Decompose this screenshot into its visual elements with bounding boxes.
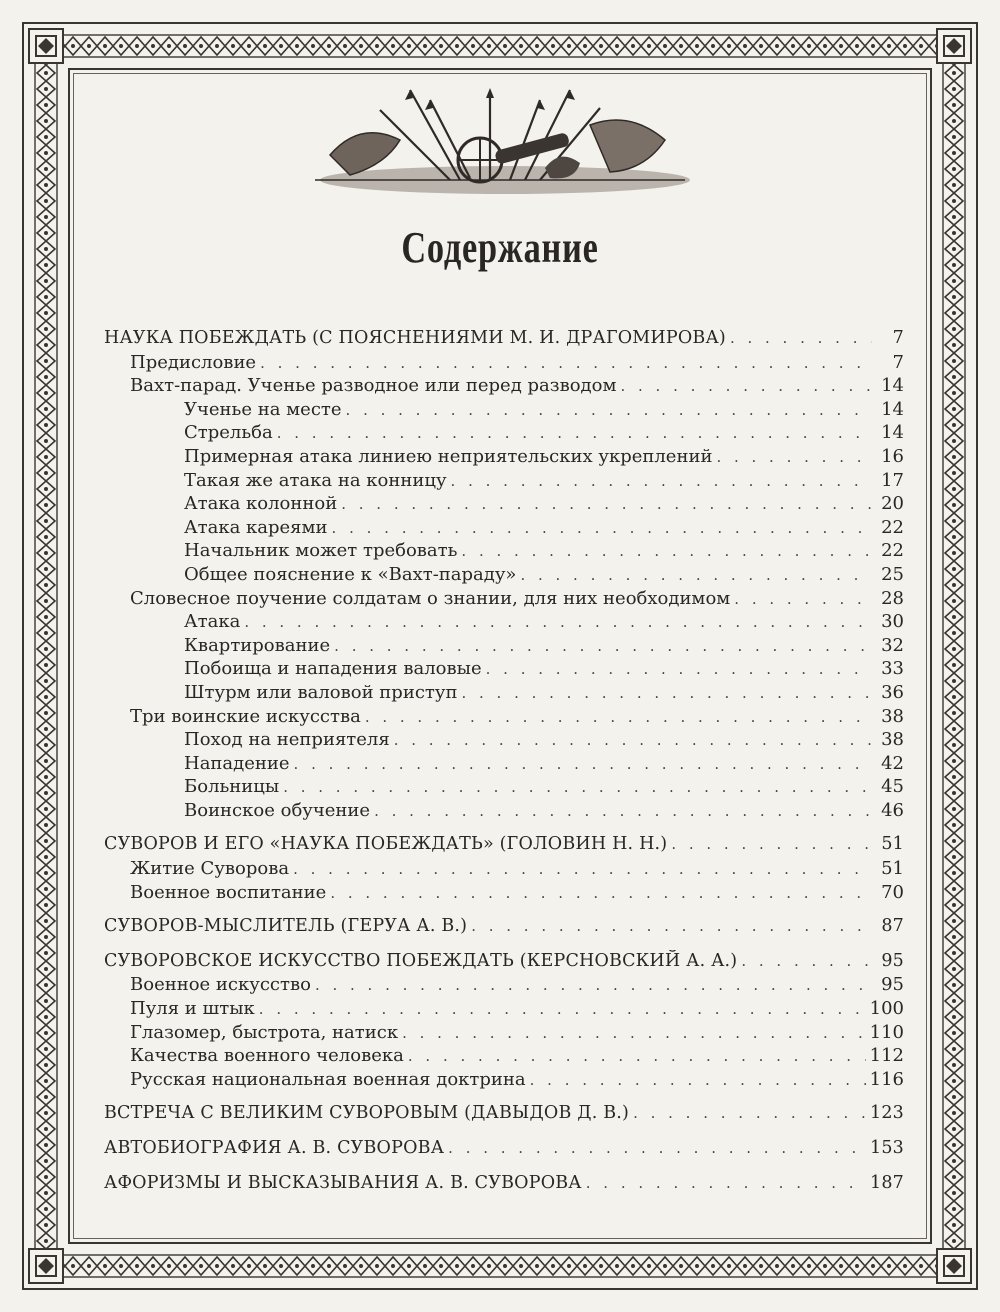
toc-entry [104,915,904,939]
toc-page-number: 25 [881,563,904,585]
toc-page-number: 30 [881,611,904,633]
toc-entry-title: Штурм или валовой приступ [184,681,458,703]
toc-page-number: 14 [881,398,904,420]
toc-leader-dots [716,446,872,469]
ornament-band-left [33,33,59,1279]
toc-entry [104,634,904,658]
toc-page-number: 20 [881,493,904,515]
toc-leader-dots [486,658,872,681]
toc-entry-title: Стрельба [184,422,273,444]
toc-page-number: 22 [881,540,904,562]
toc-entry-title: Глазомер, быстрота, натиск [130,1021,399,1043]
toc-entry-title: Общее пояснение к «Вахт-параду» [184,563,517,585]
toc-leader-dots [293,858,872,881]
toc-entry-title: Качества военного человека [130,1045,404,1067]
toc-page-number: 22 [881,516,904,538]
corner-ornament-icon [28,1248,64,1284]
toc-leader-dots [277,422,872,445]
toc-entry-title: Военное искусство [130,974,311,996]
toc-page-number: 95 [881,974,904,996]
toc-page-number: 16 [881,445,904,467]
toc-entry [104,469,904,493]
toc-page-number: 123 [869,1103,904,1124]
toc-leader-dots [730,327,872,351]
toc-leader-dots [408,1045,866,1068]
toc-page-number: 112 [869,1045,904,1067]
toc-leader-dots [734,588,872,611]
toc-entry [104,351,904,375]
toc-leader-dots [315,974,872,997]
toc-entry [104,327,904,351]
military-trophy-vignette-icon [290,80,710,200]
toc-page-number: 45 [881,776,904,798]
toc-page-number: 116 [869,1068,904,1090]
toc-leader-dots [374,800,872,823]
toc-entry [104,681,904,705]
toc-page-number: 32 [881,634,904,656]
toc-entry [104,398,904,422]
toc-page-number: 51 [881,834,904,855]
toc-entry [104,374,904,398]
toc-entry-title: Три воинские искусства [130,705,361,727]
toc-entry [104,775,904,799]
page-title: Содержание [401,223,599,272]
toc-page-number: 38 [881,705,904,727]
toc-entry-title: Вахт-парад. Ученье разводное или перед разводом [130,375,617,397]
toc-page-number: 33 [881,658,904,680]
toc-entry-title: Побоища и нападения валовые [184,658,482,680]
toc-entry [104,1137,904,1161]
toc-entry [104,1102,904,1126]
toc-entry-title: СУВОРОВ-МЫСЛИТЕЛЬ (ГЕРУА А. В.) [104,916,468,937]
toc-entry [104,657,904,681]
toc-leader-dots [283,776,872,799]
toc-page-number: 187 [869,1172,904,1193]
toc-entry-title: Атака кареями [184,516,328,538]
ornament-band-bottom [33,1253,967,1279]
toc-page-number: 46 [881,799,904,821]
toc-entry-title: ВСТРЕЧА С ВЕЛИКИМ СУВОРОВЫМ (ДАВЫДОВ Д. В.) [104,1103,630,1124]
corner-ornament-icon [936,28,972,64]
toc-page-number: 95 [881,950,904,971]
toc-entry [104,492,904,516]
toc-entry [104,539,904,563]
ornament-band-top [33,33,967,59]
toc-leader-dots [461,682,872,705]
toc-page-number: 14 [881,375,904,397]
toc-entry [104,752,904,776]
toc-leader-dots [346,399,872,422]
toc-page-number: 153 [869,1138,904,1158]
toc-entry-title: Начальник может требовать [184,540,458,562]
toc-entry [104,1068,904,1092]
corner-ornament-icon [28,28,64,64]
toc-entry-title: Русская национальная военная доктрина [130,1068,526,1090]
toc-entry [104,421,904,445]
toc-leader-dots [365,706,872,729]
toc-entry-title: СУВОРОВСКОЕ ИСКУССТВО ПОБЕЖДАТЬ (КЕРСНОВСКИЙ А. А.) [104,950,738,971]
toc-page-number: 100 [869,998,904,1020]
toc-leader-dots [334,635,872,658]
toc-entry [104,610,904,634]
toc-entry-title: Предисловие [130,351,257,373]
toc-entry-title: СУВОРОВ И ЕГО «НАУКА ПОБЕЖДАТЬ» (ГОЛОВИН Н. Н.) [104,834,668,855]
toc-leader-dots [448,1137,866,1161]
toc-entry [104,799,904,823]
toc-page-number: 87 [881,916,904,937]
toc-entry [104,516,904,540]
toc-entry-title: АВТОБИОГРАФИЯ А. В. СУВОРОВА [104,1138,445,1158]
toc-entry [104,445,904,469]
toc-entry-title: Примерная атака линиею неприятельских укреплений [184,445,713,467]
toc-entry-title: Житие Суворова [130,858,290,880]
toc-entry-title: Атака [184,611,241,633]
toc-entry-title: Военное воспитание [130,881,327,903]
toc-leader-dots [394,729,872,752]
toc-entry [104,950,904,974]
toc-leader-dots [332,517,872,540]
toc-page-number: 28 [881,587,904,609]
toc-page-number: 7 [892,351,904,373]
toc-leader-dots [294,753,872,776]
table-of-contents [104,327,904,1195]
toc-page-number: 38 [881,729,904,751]
toc-entry [104,563,904,587]
toc-leader-dots [341,493,872,516]
toc-entry-title: Поход на неприятеля [184,729,390,751]
toc-page-number: 110 [869,1021,904,1043]
toc-entry-title: Ученье на месте [184,398,342,420]
toc-entry [104,973,904,997]
toc-entry [104,857,904,881]
toc-page-number: 51 [881,858,904,880]
toc-leader-dots [671,833,872,857]
toc-entry-title: НАУКА ПОБЕЖДАТЬ (С ПОЯСНЕНИЯМИ М. И. ДРАГОМИРОВА) [104,328,726,348]
ornament-band-right [941,33,967,1279]
toc-entry [104,1044,904,1068]
toc-leader-dots [461,540,872,563]
toc-entry [104,833,904,857]
toc-leader-dots [741,950,872,974]
toc-entry [104,997,904,1021]
toc-entry-title: АФОРИЗМЫ И ВЫСКАЗЫВАНИЯ А. В. СУВОРОВА [104,1172,582,1193]
toc-leader-dots [259,998,866,1021]
toc-entry-title: Пуля и штык [130,998,255,1020]
toc-entry-title: Больницы [184,776,280,798]
toc-entry-title: Такая же атака на конницу [184,469,447,491]
toc-entry-title: Атака колонной [184,493,338,515]
toc-leader-dots [451,470,872,493]
toc-leader-dots [402,1022,866,1045]
toc-entry [104,1172,904,1196]
corner-ornament-icon [936,1248,972,1284]
toc-leader-dots [633,1102,866,1126]
toc-page-number: 42 [881,752,904,774]
toc-entry [104,705,904,729]
toc-entry-title: Воинское обучение [184,799,371,821]
toc-leader-dots [471,915,872,939]
toc-entry-title: Нападение [184,752,290,774]
toc-entry [104,587,904,611]
toc-leader-dots [260,352,872,375]
toc-page-number: 17 [881,469,904,491]
toc-entry [104,728,904,752]
toc-leader-dots [520,564,872,587]
toc-entry-title: Квартирование [184,634,331,656]
toc-page-number: 70 [881,881,904,903]
toc-entry [104,1021,904,1045]
toc-page-number: 7 [892,328,904,348]
toc-entry-title: Словесное поучение солдатам о знании, для них необходимом [130,587,731,609]
toc-leader-dots [244,611,872,634]
toc-leader-dots [586,1172,866,1196]
toc-page-number: 14 [881,422,904,444]
toc-leader-dots [620,375,872,398]
toc-entry [104,881,904,905]
toc-leader-dots [530,1069,866,1092]
toc-page-number: 36 [881,681,904,703]
toc-leader-dots [330,882,872,905]
